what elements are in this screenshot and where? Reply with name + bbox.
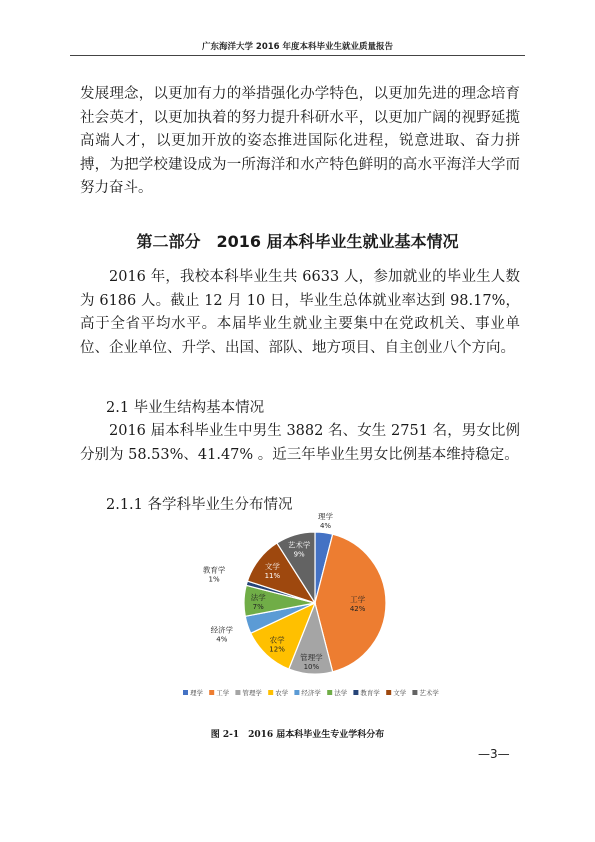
legend-label: 法学 [334,689,348,697]
summary-paragraph: 2016 年，我校本科毕业生共 6633 人，参加就业的毕业生人数为 6186 人。截止 12 月 10 日，毕业生总体就业率达到 98.17%，高于全省平均水平。本届毕业生就业主要集中在党政机关、事业单位、企业单位、升学、出国、部队、地方项目、自主创业八个方向。 [80,269,520,356]
legend-label: 艺术学 [419,689,439,697]
figure-caption: 图 2-1 2016 届本科毕业生专业学科分布 [210,730,385,740]
slice-name-label: 艺术学 [287,540,311,550]
slice-name-label: 经济学 [210,625,234,635]
legend-label: 工学 [216,689,230,697]
slice-name-label: 工学 [350,595,366,604]
header-rule [70,55,525,56]
slice-name-label: 管理学 [300,653,323,663]
legend-swatch [294,690,299,695]
legend-label: 经济学 [301,689,321,697]
slice-value-label: 4% [216,635,228,644]
legend-swatch [235,690,240,695]
slice-value-label: 11% [264,571,281,580]
slice-name-label: 文学 [264,561,280,571]
subsection-heading-2-1-1: 2.1.1 各学科毕业生分布情况 [106,497,293,513]
slice-value-label: 42% [349,605,366,613]
legend-label: 理学 [190,689,203,697]
slice-value-label: 7% [252,603,264,612]
discipline-pie-chart [175,511,465,708]
slice-value-label: 12% [269,645,285,654]
slice-value-label: 4% [319,521,332,530]
subsection-heading-2-1: 2.1 毕业生结构基本情况 [106,400,265,416]
legend-swatch [327,690,332,695]
slice-name-label: 法学 [250,593,266,603]
legend-swatch [268,690,273,695]
slice-value-label: 10% [303,663,320,672]
slice-value-label: 9% [293,550,305,559]
gender-paragraph: 2016 届本科毕业生中男生 3882 名、女生 2751 名，男女比例分别为 58.53%、41.47% 。近三年毕业生男女比例基本维持稳定。 [80,423,520,463]
legend-swatch [412,690,417,695]
legend-label: 农学 [275,689,289,697]
page-header: 广东海洋大学 2016 年度本科毕业生就业质量报告 [201,42,394,52]
legend-label: 管理学 [242,689,262,697]
legend-label: 文学 [393,689,407,697]
legend-swatch [353,690,358,695]
page-number: —3— [478,747,510,761]
legend-label: 教育学 [360,689,380,697]
slice-name-label: 教育学 [202,565,226,575]
section-title: 第二部分 2016 届本科毕业生就业基本情况 [136,232,459,251]
legend-swatch [209,690,214,695]
slice-value-label: 1% [208,575,220,584]
legend-swatch [386,690,391,695]
legend-swatch [183,690,188,695]
intro-paragraph: 发展理念，以更加有力的举措强化办学特色，以更加先进的理念培育社会英才，以更加执着的努力提升科研水平，以更加广阔的视野延揽高端人才，以更加开放的姿态推进国际化进程，锐意进取、奋力拼搏，为把学校建设成为一所海洋和水产特色鲜明的高水平海洋大学而努力奋斗。 [80,86,520,196]
slice-name-label: 理学 [318,511,334,521]
slice-name-label: 农学 [269,635,285,645]
